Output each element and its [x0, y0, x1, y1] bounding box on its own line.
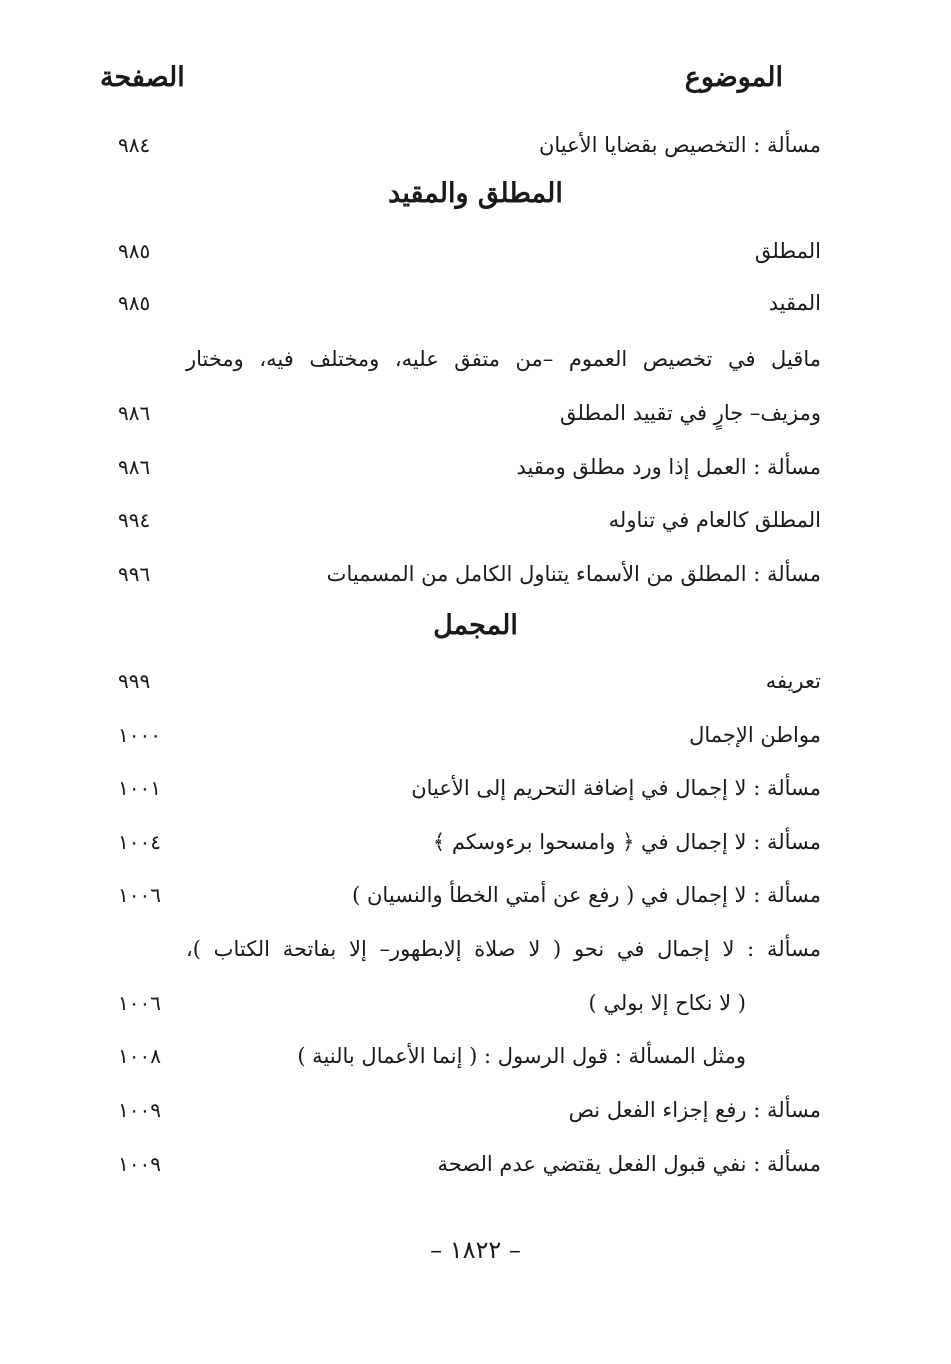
- toc-entry-text: تعريفه: [765, 669, 821, 693]
- toc-entry-text: مسألة : التخصيص بقضايا الأعيان: [538, 133, 821, 157]
- toc-entry-page: ١٠٠٠: [118, 723, 161, 747]
- page-number: – ١٨٢٢ –: [430, 1236, 521, 1264]
- page-column-heading: الصفحة: [100, 62, 185, 93]
- toc-entry-page: ١٠٠٦: [118, 991, 161, 1015]
- toc-entry-text: ومزيف– جارٍ في تقييد المطلق: [559, 401, 821, 425]
- toc-entry-text: ماقيل في تخصيص العموم –من متفق عليه، ومختلف فيه، ومختار: [186, 347, 821, 371]
- toc-entry-page: ٩٨٤: [118, 133, 151, 157]
- toc-entry-page: ٩٨٥: [118, 291, 151, 315]
- toc-entry-text: المطلق كالعام في تناوله: [608, 508, 821, 532]
- toc-entry-page: ١٠٠٤: [118, 830, 161, 854]
- topic-column-heading: الموضوع: [684, 62, 783, 93]
- section-heading: المطلق والمقيد: [388, 178, 563, 209]
- toc-entry-text: مسألة : المطلق من الأسماء يتناول الكامل من المسميات: [326, 562, 821, 586]
- toc-entry-page: ١٠٠١: [118, 776, 161, 800]
- toc-entry-page: ١٠٠٩: [118, 1098, 161, 1122]
- toc-entry-text: مسألة : لا إجمال في ( رفع عن أمتي الخطأ والنسيان ): [352, 883, 821, 907]
- toc-entry-text: المطلق: [754, 239, 821, 263]
- toc-entry-text: مسألة : لا إجمال في نحو ( لا صلاة إلابطهور– إلا بفاتحة الكتاب )،: [186, 937, 821, 961]
- toc-entry-text: مسألة : رفع إجزاء الفعل نص: [568, 1098, 821, 1122]
- toc-entry-text: مسألة : العمل إذا ورد مطلق ومقيد: [516, 455, 821, 479]
- toc-entry-text: المقيد: [768, 291, 821, 315]
- toc-entry-text: ( لا نكاح إلا بولي ): [588, 991, 746, 1015]
- toc-entry-page: ٩٨٥: [118, 239, 151, 263]
- toc-entry-page: ١٠٠٩: [118, 1152, 161, 1176]
- toc-entry-page: ٩٩٩: [118, 669, 151, 693]
- toc-entry-text: مسألة : لا إجمال في إضافة التحريم إلى الأعيان: [411, 776, 821, 800]
- toc-entry-text: مسألة : نفي قبول الفعل يقتضي عدم الصحة: [437, 1152, 821, 1176]
- toc-entry-page: ٩٩٤: [118, 508, 151, 532]
- toc-entry-text: مواطن الإجمال: [689, 723, 821, 747]
- toc-entry-page: ٩٨٦: [118, 455, 151, 479]
- toc-entry-page: ٩٨٦: [118, 401, 151, 425]
- toc-entry-text: مسألة : لا إجمال في ﴿ وامسحوا برءوسكم ﴾: [432, 830, 821, 854]
- toc-entry-page: ١٠٠٨: [118, 1044, 161, 1068]
- toc-entry-page: ١٠٠٦: [118, 883, 161, 907]
- toc-entry-page: ٩٩٦: [118, 562, 151, 586]
- section-heading: المجمل: [433, 610, 518, 641]
- toc-entry-text: ومثل المسألة : قول الرسول : ( إنما الأعمال بالنية ): [297, 1044, 746, 1068]
